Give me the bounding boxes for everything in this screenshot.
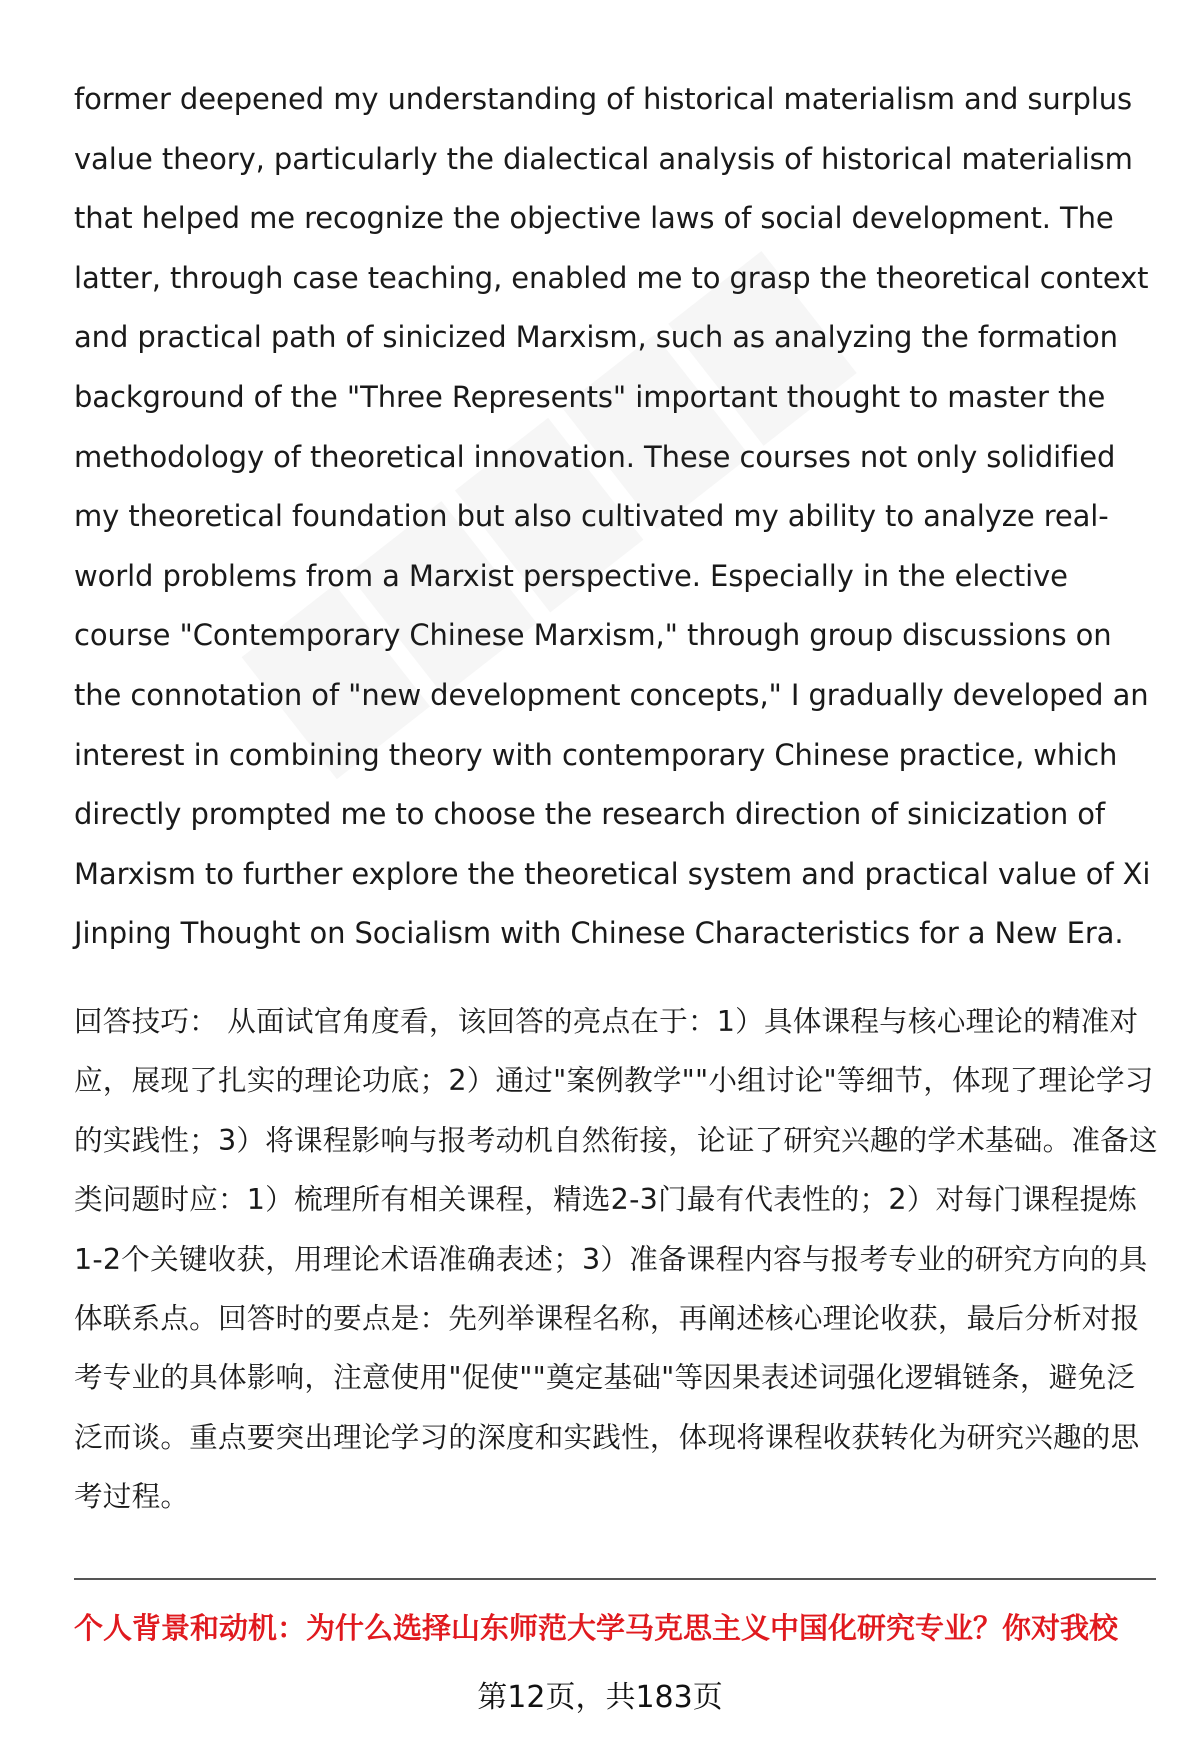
next-section-heading: 个人背景和动机：为什么选择山东师范大学马克思主义中国化研究专业？你对我校 <box>74 1611 1119 1645</box>
english-answer-paragraph: former deepened my understanding of historical materialism and surplus value theory, particularly the dialectical analysis of historical materialism that helped me recognize the objective laws of social development. The latter, through case teaching, enabled me to grasp the theoretical context and practical path of sinicized Marxism, such as analyzing the formation background of the "Three Represents" important thought to master the methodology of theoretical innovation. These courses not only solidified my theoretical foundation but also cultivated my ability to analyze real-world problems from a Marxist perspective. Especially in the elective course "Contemporary Chinese Marxism," through group discussions on the connotation of "new development concepts," I gradually developed an interest in combining theory with contemporary Chinese practice, which directly prompted me to choose the research direction of sinicization of Marxism to further explore the theoretical system and practical value of Xi Jinping Thought on Socialism with Chinese Characteristics for a New Era. <box>74 82 1151 951</box>
section-divider <box>74 1578 1156 1580</box>
page-number: 第12页，共183页 <box>477 1680 723 1715</box>
answer-tips-paragraph: 回答技巧： 从面试官角度看，该回答的亮点在于：1）具体课程与核心理论的精准对应，展现了扎实的理论功底；2）通过"案例教学""小组讨论"等细节，体现了理论学习的实践性；3）将课程影响与报考动机自然衔接，论证了研究兴趣的学术基础。准备这类问题时应：1）梳理所有相关课程，精选2-3门最有代表性的；2）对每门课程提炼1-2个关键收获，用理论术语准确表述；3）准备课程内容与报考专业的研究方向的具体联系点。回答时的要点是：先列举课程名称，再阐述核心理论收获，最后分析对报考专业的具体影响，注意使用"促使""奠定基础"等因果表述词强化逻辑链条，避免泛泛而谈。重点要突出理论学习的深度和实践性，体现将课程收获转化为研究兴趣的思考过程。 <box>74 1004 1158 1514</box>
